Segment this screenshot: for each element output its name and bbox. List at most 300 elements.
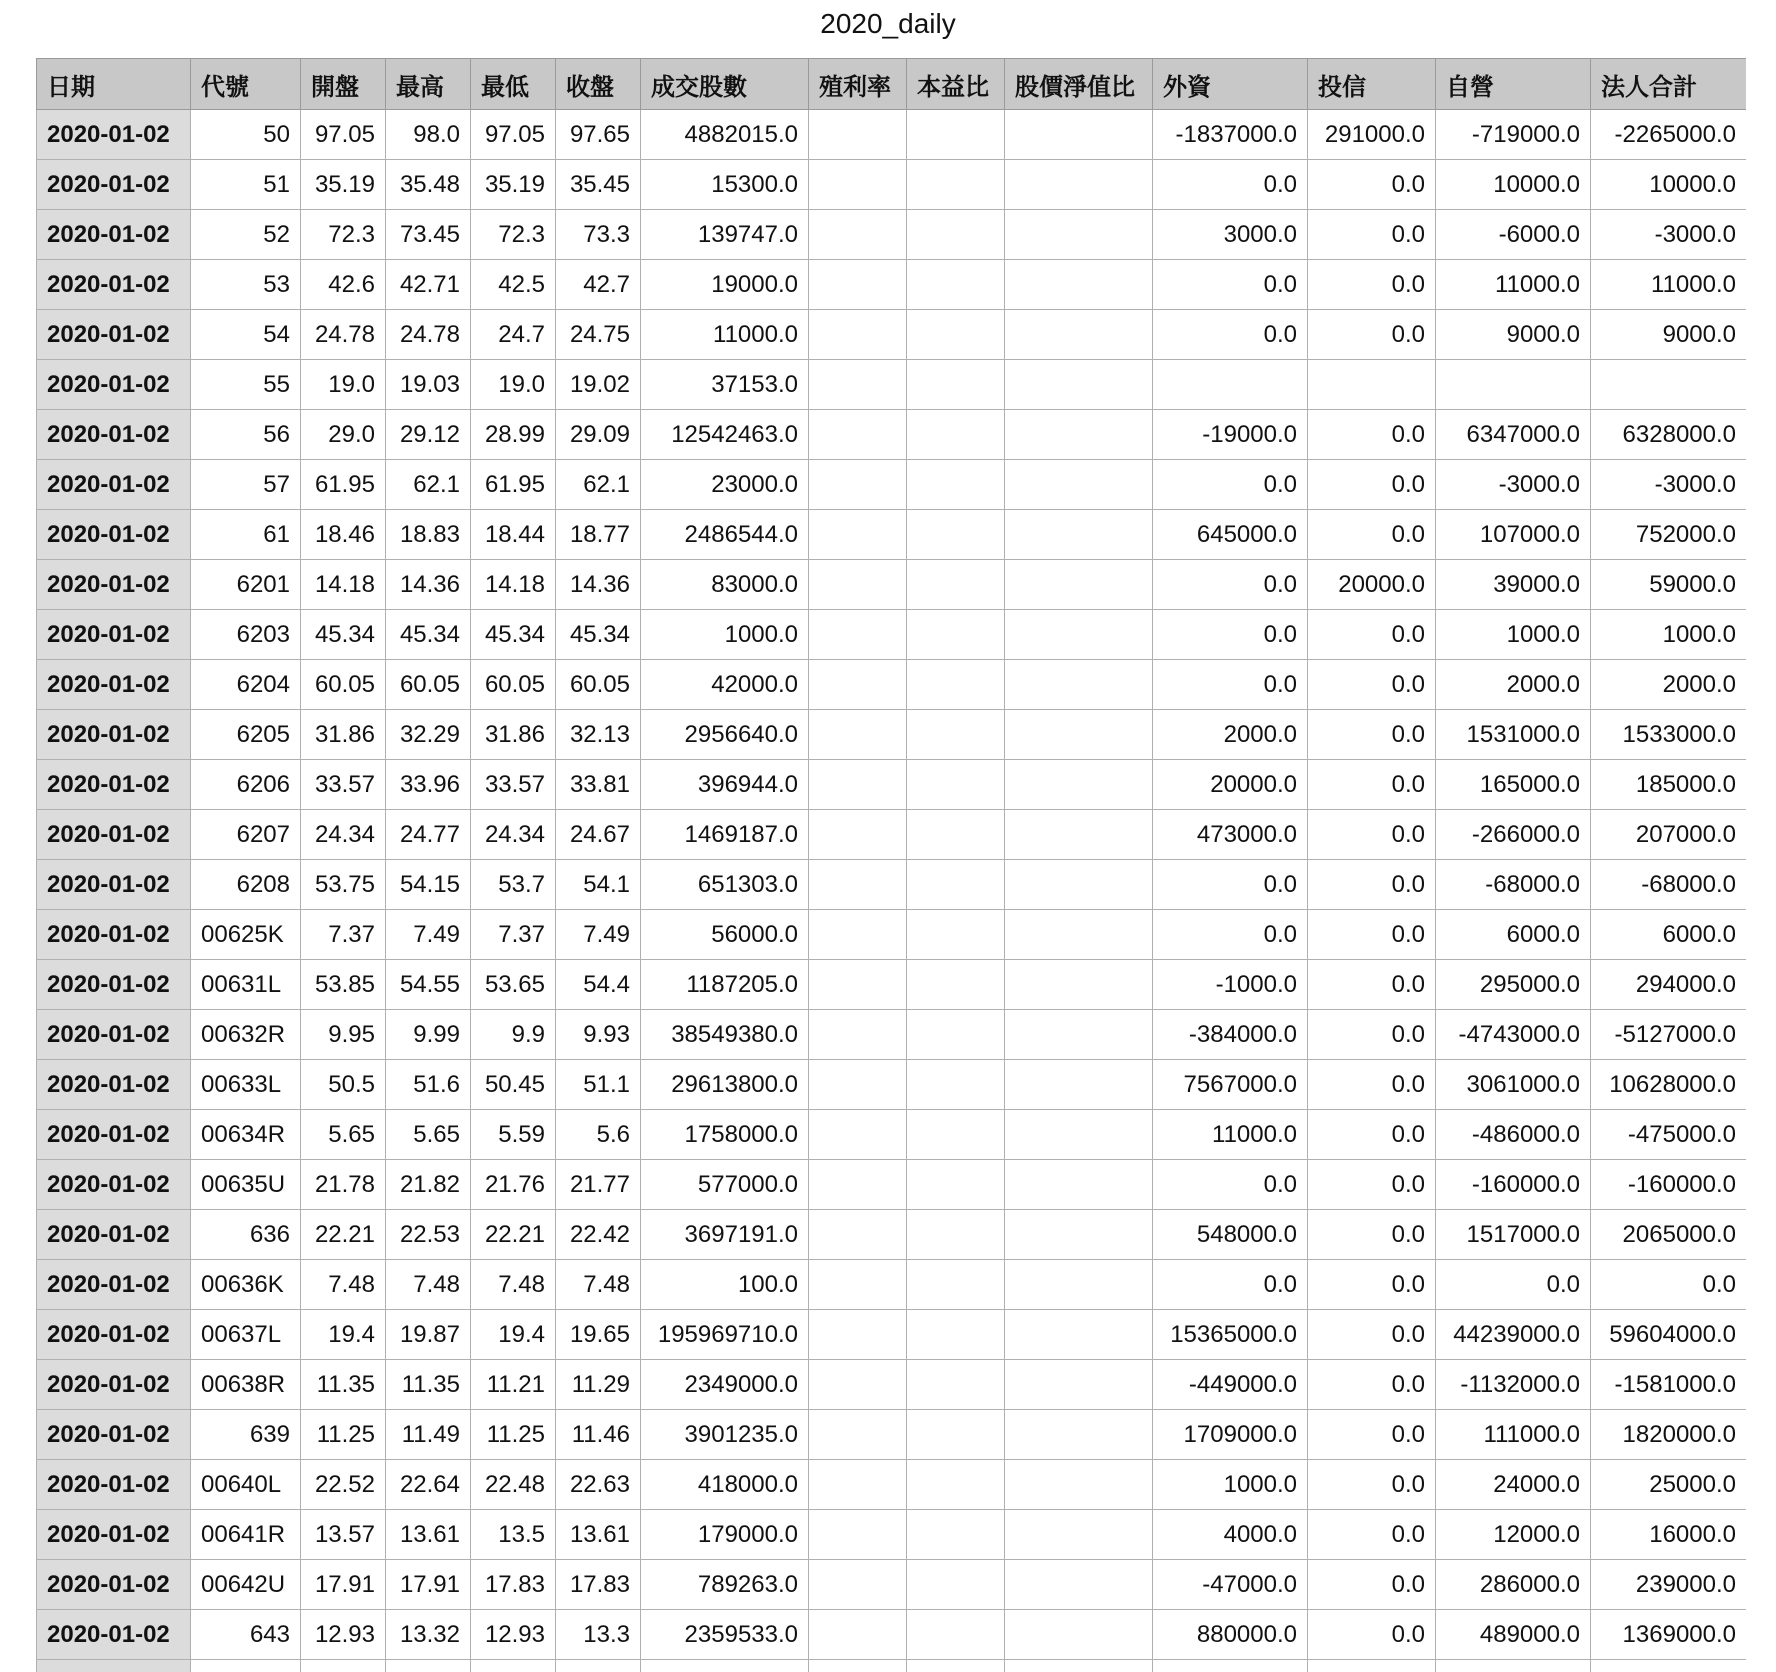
table-cell[interactable]: 11.25 <box>301 1410 386 1460</box>
date-cell[interactable]: 2020-01-02 <box>37 1410 191 1460</box>
table-cell[interactable]: 24.34 <box>471 810 556 860</box>
table-cell[interactable]: 51.1 <box>556 1060 641 1110</box>
table-cell[interactable] <box>907 410 1005 460</box>
table-cell[interactable]: 645000.0 <box>1153 510 1308 560</box>
table-cell[interactable]: 2000.0 <box>1436 660 1591 710</box>
table-cell[interactable]: 59604000.0 <box>1591 1310 1747 1360</box>
table-cell[interactable]: 1533000.0 <box>1591 710 1747 760</box>
table-cell[interactable]: 13.61 <box>556 1510 641 1560</box>
date-cell[interactable] <box>37 1660 191 1672</box>
table-cell[interactable] <box>1005 560 1153 610</box>
table-cell[interactable]: 16000.0 <box>1591 1510 1747 1560</box>
table-cell[interactable]: 10000.0 <box>1436 160 1591 210</box>
table-cell[interactable]: 31.86 <box>301 710 386 760</box>
date-cell[interactable]: 2020-01-02 <box>37 1560 191 1610</box>
table-cell[interactable]: 32.13 <box>556 710 641 760</box>
table-cell[interactable]: -160000.0 <box>1436 1160 1591 1210</box>
code-cell[interactable]: 53 <box>191 260 301 310</box>
table-cell[interactable] <box>1436 360 1591 410</box>
code-cell[interactable]: 00634R <box>191 1110 301 1160</box>
table-cell[interactable]: 9000.0 <box>1591 310 1747 360</box>
table-cell[interactable]: 0.0 <box>1153 860 1308 910</box>
table-cell[interactable] <box>1005 1260 1153 1310</box>
table-cell[interactable]: 0.0 <box>1153 460 1308 510</box>
table-cell[interactable] <box>809 1660 907 1672</box>
table-cell[interactable] <box>1591 1660 1747 1672</box>
table-cell[interactable] <box>809 310 907 360</box>
date-cell[interactable]: 2020-01-02 <box>37 910 191 960</box>
table-cell[interactable]: -1000.0 <box>1153 960 1308 1010</box>
table-cell[interactable] <box>907 1560 1005 1610</box>
table-cell[interactable]: 239000.0 <box>1591 1560 1747 1610</box>
table-cell[interactable]: -6000.0 <box>1436 210 1591 260</box>
column-header[interactable]: 開盤 <box>301 59 386 110</box>
table-cell[interactable] <box>1005 260 1153 310</box>
table-row[interactable] <box>37 210 1747 260</box>
table-cell[interactable]: 0.0 <box>1308 1310 1436 1360</box>
table-cell[interactable] <box>907 360 1005 410</box>
table-cell[interactable]: 29.12 <box>386 410 471 460</box>
table-cell[interactable]: 0.0 <box>1308 1560 1436 1610</box>
table-cell[interactable] <box>907 310 1005 360</box>
table-row[interactable] <box>37 560 1747 610</box>
date-cell[interactable]: 2020-01-02 <box>37 1060 191 1110</box>
table-cell[interactable]: 0.0 <box>1308 1110 1436 1160</box>
table-cell[interactable] <box>809 1010 907 1060</box>
table-cell[interactable]: -3000.0 <box>1436 460 1591 510</box>
date-cell[interactable]: 2020-01-02 <box>37 1110 191 1160</box>
date-cell[interactable]: 2020-01-02 <box>37 960 191 1010</box>
table-cell[interactable]: 1531000.0 <box>1436 710 1591 760</box>
table-row[interactable] <box>37 1560 1747 1610</box>
table-row[interactable] <box>37 410 1747 460</box>
table-cell[interactable] <box>1005 1010 1153 1060</box>
table-cell[interactable]: 2065000.0 <box>1591 1210 1747 1260</box>
column-header[interactable]: 最低 <box>471 59 556 110</box>
table-row[interactable] <box>37 1060 1747 1110</box>
code-cell[interactable]: 00636K <box>191 1260 301 1310</box>
table-cell[interactable] <box>641 1660 809 1672</box>
table-cell[interactable]: 1709000.0 <box>1153 1410 1308 1460</box>
table-cell[interactable]: 1000.0 <box>1436 610 1591 660</box>
table-cell[interactable]: 21.77 <box>556 1160 641 1210</box>
table-cell[interactable] <box>809 410 907 460</box>
table-cell[interactable]: 1000.0 <box>1153 1460 1308 1510</box>
table-cell[interactable] <box>907 1660 1005 1672</box>
table-cell[interactable] <box>809 710 907 760</box>
table-cell[interactable]: 7.48 <box>556 1260 641 1310</box>
table-cell[interactable]: 0.0 <box>1308 260 1436 310</box>
table-cell[interactable]: 0.0 <box>1153 560 1308 610</box>
date-cell[interactable]: 2020-01-02 <box>37 460 191 510</box>
table-cell[interactable]: 2000.0 <box>1153 710 1308 760</box>
table-cell[interactable] <box>907 610 1005 660</box>
table-cell[interactable]: 1758000.0 <box>641 1110 809 1160</box>
code-cell[interactable]: 00640L <box>191 1460 301 1510</box>
table-cell[interactable]: 9.9 <box>471 1010 556 1060</box>
table-cell[interactable]: 0.0 <box>1308 210 1436 260</box>
table-cell[interactable] <box>1005 510 1153 560</box>
table-cell[interactable]: 19.87 <box>386 1310 471 1360</box>
code-cell[interactable]: 56 <box>191 410 301 460</box>
table-row[interactable] <box>37 1010 1747 1060</box>
column-header[interactable]: 成交股數 <box>641 59 809 110</box>
table-cell[interactable]: 60.05 <box>301 660 386 710</box>
table-cell[interactable]: 14.36 <box>556 560 641 610</box>
table-cell[interactable]: 9.95 <box>301 1010 386 1060</box>
table-cell[interactable] <box>907 810 1005 860</box>
table-cell[interactable]: 23000.0 <box>641 460 809 510</box>
table-row[interactable] <box>37 810 1747 860</box>
table-row[interactable] <box>37 260 1747 310</box>
table-cell[interactable]: 0.0 <box>1153 660 1308 710</box>
table-cell[interactable]: 53.65 <box>471 960 556 1010</box>
table-cell[interactable] <box>809 810 907 860</box>
table-cell[interactable] <box>809 910 907 960</box>
table-cell[interactable]: 111000.0 <box>1436 1410 1591 1460</box>
table-cell[interactable]: 33.57 <box>471 760 556 810</box>
table-cell[interactable]: 42.6 <box>301 260 386 310</box>
table-cell[interactable]: 42.7 <box>556 260 641 310</box>
table-cell[interactable]: 0.0 <box>1308 660 1436 710</box>
table-cell[interactable]: -160000.0 <box>1591 1160 1747 1210</box>
table-cell[interactable]: 72.3 <box>301 210 386 260</box>
table-cell[interactable]: 11.25 <box>471 1410 556 1460</box>
table-cell[interactable]: 51.6 <box>386 1060 471 1110</box>
code-cell[interactable]: 00632R <box>191 1010 301 1060</box>
table-cell[interactable]: 0.0 <box>1308 910 1436 960</box>
code-cell[interactable]: 51 <box>191 160 301 210</box>
table-row[interactable] <box>37 1460 1747 1510</box>
table-cell[interactable]: 0.0 <box>1308 410 1436 460</box>
table-cell[interactable]: 45.34 <box>471 610 556 660</box>
table-cell[interactable]: 35.19 <box>471 160 556 210</box>
code-cell[interactable] <box>191 1660 301 1672</box>
table-cell[interactable]: 0.0 <box>1308 1260 1436 1310</box>
table-cell[interactable]: 13.32 <box>386 1610 471 1660</box>
table-cell[interactable] <box>809 1410 907 1460</box>
table-cell[interactable]: 32.29 <box>386 710 471 760</box>
table-cell[interactable] <box>907 660 1005 710</box>
table-cell[interactable]: 7.37 <box>471 910 556 960</box>
table-cell[interactable]: 18.83 <box>386 510 471 560</box>
table-row[interactable] <box>37 610 1747 660</box>
table-row[interactable] <box>37 910 1747 960</box>
table-cell[interactable] <box>809 510 907 560</box>
code-cell[interactable]: 6208 <box>191 860 301 910</box>
table-cell[interactable]: -68000.0 <box>1436 860 1591 910</box>
table-cell[interactable]: 396944.0 <box>641 760 809 810</box>
table-cell[interactable] <box>809 210 907 260</box>
table-cell[interactable]: 577000.0 <box>641 1160 809 1210</box>
code-cell[interactable]: 6207 <box>191 810 301 860</box>
table-cell[interactable]: 13.61 <box>386 1510 471 1560</box>
table-row[interactable] <box>37 310 1747 360</box>
table-cell[interactable] <box>1153 360 1308 410</box>
table-cell[interactable]: 73.3 <box>556 210 641 260</box>
table-cell[interactable]: 294000.0 <box>1591 960 1747 1010</box>
table-cell[interactable]: 7.49 <box>386 910 471 960</box>
table-cell[interactable]: -5127000.0 <box>1591 1010 1747 1060</box>
table-cell[interactable]: 35.48 <box>386 160 471 210</box>
table-cell[interactable]: 54.15 <box>386 860 471 910</box>
table-cell[interactable]: 0.0 <box>1308 1510 1436 1560</box>
table-cell[interactable]: -384000.0 <box>1153 1010 1308 1060</box>
table-cell[interactable]: 42.71 <box>386 260 471 310</box>
table-cell[interactable] <box>1005 1110 1153 1160</box>
table-cell[interactable]: -47000.0 <box>1153 1560 1308 1610</box>
code-cell[interactable]: 00637L <box>191 1310 301 1360</box>
code-cell[interactable]: 00633L <box>191 1060 301 1110</box>
table-cell[interactable]: 2000.0 <box>1591 660 1747 710</box>
table-cell[interactable]: 195969710.0 <box>641 1310 809 1360</box>
table-cell[interactable]: 165000.0 <box>1436 760 1591 810</box>
table-row[interactable] <box>37 1410 1747 1460</box>
table-cell[interactable]: 11000.0 <box>641 310 809 360</box>
table-cell[interactable]: 33.81 <box>556 760 641 810</box>
table-cell[interactable] <box>1005 160 1153 210</box>
table-cell[interactable]: 13.5 <box>471 1510 556 1560</box>
code-cell[interactable]: 00631L <box>191 960 301 1010</box>
table-cell[interactable]: 12.93 <box>471 1610 556 1660</box>
table-cell[interactable]: 880000.0 <box>1153 1610 1308 1660</box>
table-cell[interactable]: 0.0 <box>1308 810 1436 860</box>
table-cell[interactable]: 286000.0 <box>1436 1560 1591 1610</box>
table-cell[interactable]: 0.0 <box>1308 310 1436 360</box>
table-cell[interactable]: 62.1 <box>386 460 471 510</box>
table-cell[interactable]: -486000.0 <box>1436 1110 1591 1160</box>
table-cell[interactable]: 12.93 <box>301 1610 386 1660</box>
table-cell[interactable]: 0.0 <box>1153 1260 1308 1310</box>
code-cell[interactable]: 6204 <box>191 660 301 710</box>
table-cell[interactable]: 3000.0 <box>1153 210 1308 260</box>
table-cell[interactable]: 15365000.0 <box>1153 1310 1308 1360</box>
table-cell[interactable]: 97.65 <box>556 110 641 160</box>
table-cell[interactable] <box>907 1260 1005 1310</box>
table-cell[interactable]: 15300.0 <box>641 160 809 210</box>
date-cell[interactable]: 2020-01-02 <box>37 1610 191 1660</box>
table-cell[interactable] <box>809 760 907 810</box>
table-cell[interactable]: 21.82 <box>386 1160 471 1210</box>
table-cell[interactable]: -475000.0 <box>1591 1110 1747 1160</box>
table-cell[interactable] <box>809 860 907 910</box>
table-cell[interactable]: 7.37 <box>301 910 386 960</box>
table-cell[interactable] <box>809 260 907 310</box>
code-cell[interactable]: 643 <box>191 1610 301 1660</box>
table-cell[interactable]: 97.05 <box>301 110 386 160</box>
table-cell[interactable] <box>301 1660 386 1672</box>
table-cell[interactable] <box>556 1660 641 1672</box>
date-cell[interactable]: 2020-01-02 <box>37 110 191 160</box>
table-cell[interactable]: 24000.0 <box>1436 1460 1591 1510</box>
table-cell[interactable] <box>809 1360 907 1410</box>
table-cell[interactable]: 1469187.0 <box>641 810 809 860</box>
table-cell[interactable]: 0.0 <box>1308 1410 1436 1460</box>
table-cell[interactable]: 73.45 <box>386 210 471 260</box>
date-cell[interactable]: 2020-01-02 <box>37 610 191 660</box>
table-cell[interactable]: 0.0 <box>1308 1460 1436 1510</box>
table-cell[interactable] <box>907 760 1005 810</box>
table-cell[interactable]: 7567000.0 <box>1153 1060 1308 1110</box>
table-row[interactable] <box>37 460 1747 510</box>
table-cell[interactable]: -4743000.0 <box>1436 1010 1591 1060</box>
table-row[interactable] <box>37 1260 1747 1310</box>
table-cell[interactable]: 7.48 <box>386 1260 471 1310</box>
table-cell[interactable] <box>907 1160 1005 1210</box>
table-cell[interactable]: 3061000.0 <box>1436 1060 1591 1110</box>
table-cell[interactable]: 752000.0 <box>1591 510 1747 560</box>
date-cell[interactable]: 2020-01-02 <box>37 810 191 860</box>
table-cell[interactable]: 24.77 <box>386 810 471 860</box>
table-cell[interactable]: 1369000.0 <box>1591 1610 1747 1660</box>
table-cell[interactable]: 0.0 <box>1308 960 1436 1010</box>
table-cell[interactable]: 35.45 <box>556 160 641 210</box>
table-cell[interactable] <box>907 860 1005 910</box>
table-cell[interactable]: 1820000.0 <box>1591 1410 1747 1460</box>
table-cell[interactable] <box>1005 1210 1153 1260</box>
data-table-container[interactable] <box>36 58 1746 1672</box>
table-cell[interactable] <box>907 1510 1005 1560</box>
table-cell[interactable]: 14.18 <box>471 560 556 610</box>
table-cell[interactable]: 61.95 <box>301 460 386 510</box>
table-cell[interactable] <box>907 510 1005 560</box>
table-cell[interactable]: 19000.0 <box>641 260 809 310</box>
table-cell[interactable] <box>809 660 907 710</box>
table-row[interactable] <box>37 160 1747 210</box>
table-cell[interactable]: 50.5 <box>301 1060 386 1110</box>
table-cell[interactable]: 0.0 <box>1308 510 1436 560</box>
table-cell[interactable]: 22.21 <box>471 1210 556 1260</box>
table-cell[interactable]: 6328000.0 <box>1591 410 1747 460</box>
table-cell[interactable]: 22.42 <box>556 1210 641 1260</box>
date-cell[interactable]: 2020-01-02 <box>37 1360 191 1410</box>
date-cell[interactable]: 2020-01-02 <box>37 860 191 910</box>
table-cell[interactable]: 19.4 <box>471 1310 556 1360</box>
table-cell[interactable]: 54.55 <box>386 960 471 1010</box>
table-cell[interactable]: -1581000.0 <box>1591 1360 1747 1410</box>
table-cell[interactable]: 98.0 <box>386 110 471 160</box>
table-row[interactable] <box>37 510 1747 560</box>
table-cell[interactable]: 44239000.0 <box>1436 1310 1591 1360</box>
table-cell[interactable]: 60.05 <box>471 660 556 710</box>
column-header[interactable]: 法人合計 <box>1591 59 1747 110</box>
table-cell[interactable]: 11.29 <box>556 1360 641 1410</box>
table-cell[interactable]: 9000.0 <box>1436 310 1591 360</box>
table-cell[interactable] <box>1005 810 1153 860</box>
table-cell[interactable]: 0.0 <box>1591 1260 1747 1310</box>
table-cell[interactable] <box>1308 1660 1436 1672</box>
table-cell[interactable] <box>809 1160 907 1210</box>
table-cell[interactable]: 45.34 <box>386 610 471 660</box>
table-cell[interactable] <box>907 960 1005 1010</box>
code-cell[interactable]: 00638R <box>191 1360 301 1410</box>
date-cell[interactable]: 2020-01-02 <box>37 1260 191 1310</box>
table-cell[interactable]: 45.34 <box>556 610 641 660</box>
table-cell[interactable] <box>1005 760 1153 810</box>
table-cell[interactable] <box>809 560 907 610</box>
table-row[interactable] <box>37 1610 1747 1660</box>
table-cell[interactable]: 54.1 <box>556 860 641 910</box>
table-cell[interactable]: 11000.0 <box>1153 1110 1308 1160</box>
code-cell[interactable]: 00625K <box>191 910 301 960</box>
table-cell[interactable]: 295000.0 <box>1436 960 1591 1010</box>
table-cell[interactable]: 0.0 <box>1308 710 1436 760</box>
table-cell[interactable] <box>1005 960 1153 1010</box>
table-cell[interactable] <box>386 1660 471 1672</box>
table-cell[interactable]: 29.09 <box>556 410 641 460</box>
table-cell[interactable]: 789263.0 <box>641 1560 809 1610</box>
table-cell[interactable]: 14.36 <box>386 560 471 610</box>
table-cell[interactable] <box>1005 1460 1153 1510</box>
table-cell[interactable]: 4000.0 <box>1153 1510 1308 1560</box>
column-header[interactable]: 自營 <box>1436 59 1591 110</box>
table-cell[interactable]: 2349000.0 <box>641 1360 809 1410</box>
table-cell[interactable]: 0.0 <box>1153 910 1308 960</box>
table-cell[interactable]: 83000.0 <box>641 560 809 610</box>
code-cell[interactable]: 6205 <box>191 710 301 760</box>
table-cell[interactable]: 35.19 <box>301 160 386 210</box>
table-cell[interactable] <box>1005 710 1153 760</box>
column-header[interactable]: 外資 <box>1153 59 1308 110</box>
table-row[interactable] <box>37 1160 1747 1210</box>
table-row[interactable] <box>37 710 1747 760</box>
date-cell[interactable]: 2020-01-02 <box>37 360 191 410</box>
table-cell[interactable]: 53.75 <box>301 860 386 910</box>
table-cell[interactable]: 18.46 <box>301 510 386 560</box>
table-cell[interactable]: 29613800.0 <box>641 1060 809 1110</box>
table-cell[interactable] <box>1005 310 1153 360</box>
table-cell[interactable]: 5.65 <box>301 1110 386 1160</box>
code-cell[interactable]: 6201 <box>191 560 301 610</box>
table-cell[interactable]: 2486544.0 <box>641 510 809 560</box>
table-cell[interactable] <box>1005 1360 1153 1410</box>
table-cell[interactable]: 17.83 <box>471 1560 556 1610</box>
table-cell[interactable] <box>907 1060 1005 1110</box>
table-cell[interactable]: 11.35 <box>386 1360 471 1410</box>
table-row[interactable] <box>37 1360 1747 1410</box>
table-cell[interactable]: 38549380.0 <box>641 1010 809 1060</box>
table-cell[interactable]: 59000.0 <box>1591 560 1747 610</box>
table-cell[interactable]: 1187205.0 <box>641 960 809 1010</box>
code-cell[interactable]: 639 <box>191 1410 301 1460</box>
table-cell[interactable] <box>907 1460 1005 1510</box>
table-cell[interactable]: 5.59 <box>471 1110 556 1160</box>
table-cell[interactable] <box>1308 360 1436 410</box>
date-cell[interactable]: 2020-01-02 <box>37 1010 191 1060</box>
table-cell[interactable]: 0.0 <box>1308 1060 1436 1110</box>
table-cell[interactable]: 13.3 <box>556 1610 641 1660</box>
table-cell[interactable] <box>1005 660 1153 710</box>
code-cell[interactable]: 00641R <box>191 1510 301 1560</box>
column-header[interactable]: 本益比 <box>907 59 1005 110</box>
table-cell[interactable]: 207000.0 <box>1591 810 1747 860</box>
table-cell[interactable] <box>1591 360 1747 410</box>
table-cell[interactable] <box>809 1260 907 1310</box>
date-cell[interactable]: 2020-01-02 <box>37 760 191 810</box>
table-row[interactable] <box>37 1660 1747 1672</box>
column-header[interactable]: 日期 <box>37 59 191 110</box>
table-cell[interactable]: 19.03 <box>386 360 471 410</box>
table-cell[interactable] <box>1005 1560 1153 1610</box>
date-cell[interactable]: 2020-01-02 <box>37 310 191 360</box>
table-cell[interactable]: -68000.0 <box>1591 860 1747 910</box>
table-cell[interactable]: 22.63 <box>556 1460 641 1510</box>
table-cell[interactable]: 179000.0 <box>641 1510 809 1560</box>
table-cell[interactable]: 11000.0 <box>1436 260 1591 310</box>
table-cell[interactable] <box>1005 1310 1153 1360</box>
table-cell[interactable]: 7.49 <box>556 910 641 960</box>
table-cell[interactable]: 19.0 <box>471 360 556 410</box>
